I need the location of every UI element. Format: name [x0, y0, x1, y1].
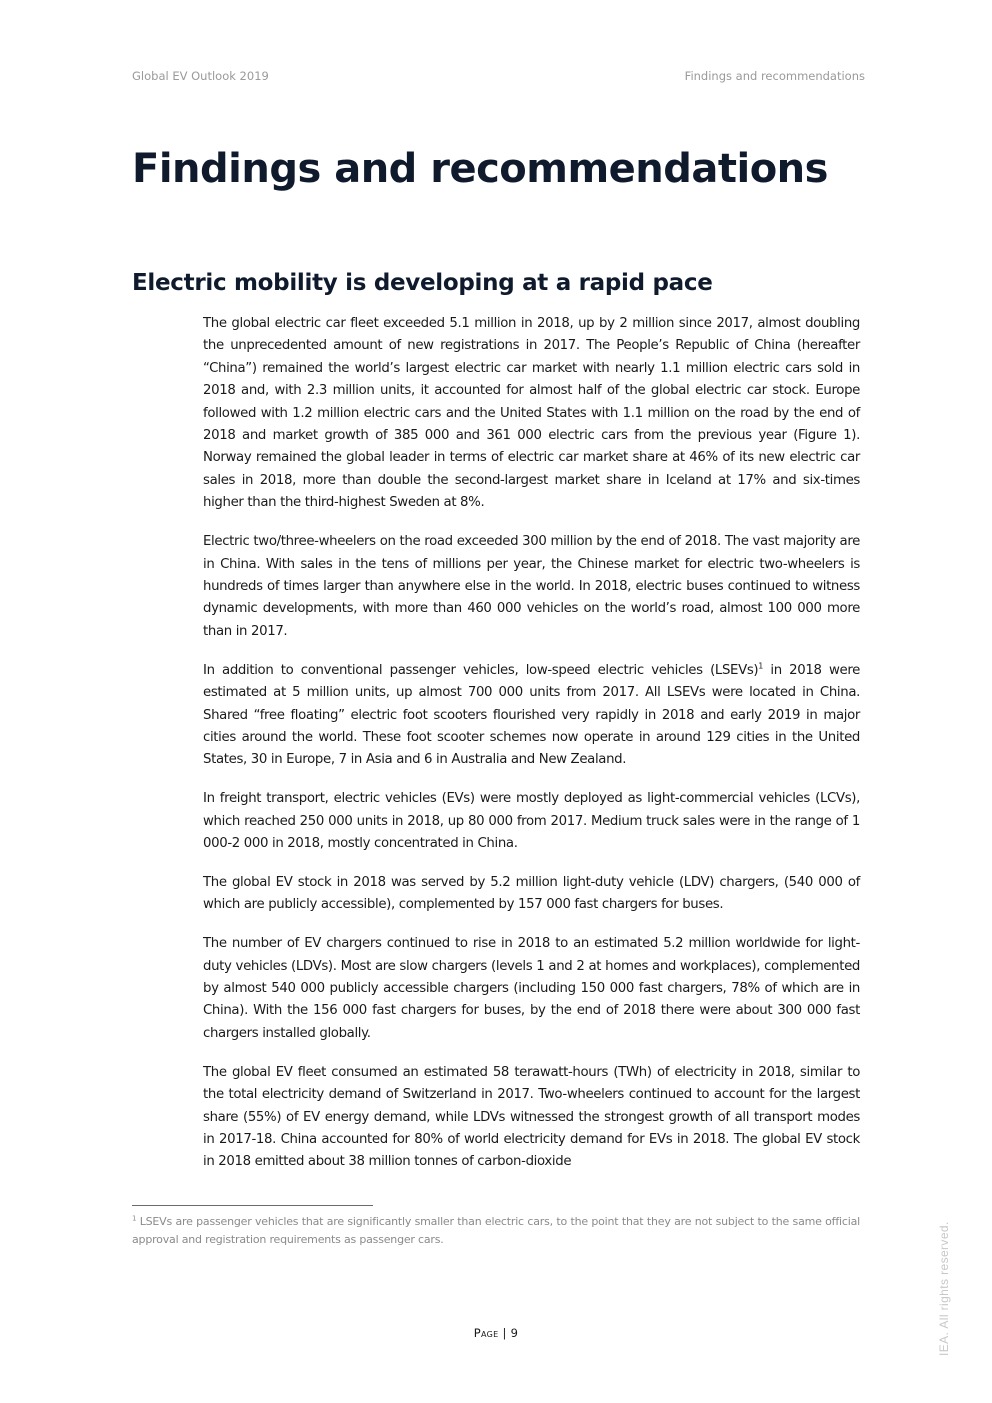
footnote-marker: 1	[132, 1214, 137, 1223]
page-label: Page	[473, 1326, 499, 1340]
rights-notice: IEA. All rights reserved.	[937, 1221, 951, 1356]
footnote-reference[interactable]: 1	[758, 661, 764, 671]
footnote-divider	[132, 1205, 373, 1206]
section-title: Electric mobility is developing at a rapid pace	[132, 270, 713, 296]
paragraph-3-part-2: in 2018 were estimated at 5 million units, up almost 700 000 units from 2017. All LSEVs were located in China. Shared “free floating” electric foot scooters flourished very rapidly in 2018 and early 2019 in major cities around the world. These foot scooter schemes now operate in around 129 cities in the United States, 30 in Europe, 7 in Asia and 6 in Australia and New Zealand.	[203, 662, 860, 768]
body-text	[203, 313, 860, 1190]
paragraph-5: The global EV stock in 2018 was served by 5.2 million light-duty vehicle (LDV) chargers, (540 000 of which are publicly accessible), complemented by 157 000 fast chargers for buses.	[203, 874, 860, 913]
header-publication-title: Global EV Outlook 2019	[132, 69, 269, 83]
paragraph-7: The global EV fleet consumed an estimated 58 terawatt-hours (TWh) of electricity in 2018, similar to the total electricity demand of Switzerland in 2017. Two-wheelers continued to account for the largest share (55%) of EV energy demand, while LDVs witnessed the strongest growth of all transport modes in 2017-18. China accounted for 80% of world electricity demand for EVs in 2018. The global EV stock in 2018 emitted about 38 million tonnes of carbon-dioxide	[203, 1064, 860, 1170]
footnote-text: LSEVs are passenger vehicles that are significantly smaller than electric cars, to the point that they are not subject to the same official approval and registration requirements as passenger cars.	[132, 1215, 860, 1246]
paragraph-2: Electric two/three-wheelers on the road exceeded 300 million by the end of 2018. The vast majority are in China. With sales in the tens of millions per year, the Chinese market for electric two-wheelers is hundreds of times larger than anywhere else in the world. In 2018, electric buses continued to witness dynamic developments, with more than 460 000 vehicles on the world’s road, almost 100 000 more than in 2017.	[203, 534, 860, 639]
page-separator: |	[498, 1326, 511, 1340]
paragraph-1: The global electric car fleet exceeded 5.1 million in 2018, up by 2 million since 2017, almost doubling the unprecedented amount of new registrations in 2017. The People’s Republic of China (hereafter “China”) remained the world’s largest electric car market with nearly 1.1 million electric cars sold in 2018 and, with 2.3 million units, it accounted for almost half of the global electric car stock. Europe followed with 1.2 million electric cars and the United States with 1.1 million on the road by the end of 2018 and market growth of 385 000 and 361 000 electric cars from the previous year (Figure 1). Norway remained the global leader in terms of electric car market share at 46% of its new electric car sales in 2018, more than double the second-largest market share in Iceland at 17% and six-times higher than the third-highest Sweden at 8%.	[203, 316, 860, 511]
paragraph-3	[203, 660, 860, 772]
footnote	[132, 1213, 860, 1249]
paragraph-6: The number of EV chargers continued to rise in 2018 to an estimated 5.2 million worldwide for light-duty vehicles (LDVs). Most are slow chargers (levels 1 and 2 at homes and workplaces), complemented by almost 540 000 publicly accessible chargers (including 150 000 fast chargers, 78% of which are in China). With the 156 000 fast chargers for buses, by the end of 2018 there were about 300 000 fast chargers installed globally.	[203, 936, 860, 1041]
paragraph-3-part-1: In addition to conventional passenger vehicles, low-speed electric vehicles (LSEVs)	[203, 662, 759, 678]
paragraph-4: In freight transport, electric vehicles (EVs) were mostly deployed as light-commercial vehicles (LCVs), which reached 250 000 units in 2018, up 80 000 from 2017. Medium truck sales were in the range of 1 000-2 000 in 2018, mostly concentrated in China.	[203, 791, 860, 852]
page-number: 9	[510, 1326, 519, 1340]
header-chapter-title: Findings and recommendations	[684, 69, 865, 83]
chapter-title: Findings and recommendations	[132, 146, 828, 192]
page-footer	[0, 1326, 992, 1340]
